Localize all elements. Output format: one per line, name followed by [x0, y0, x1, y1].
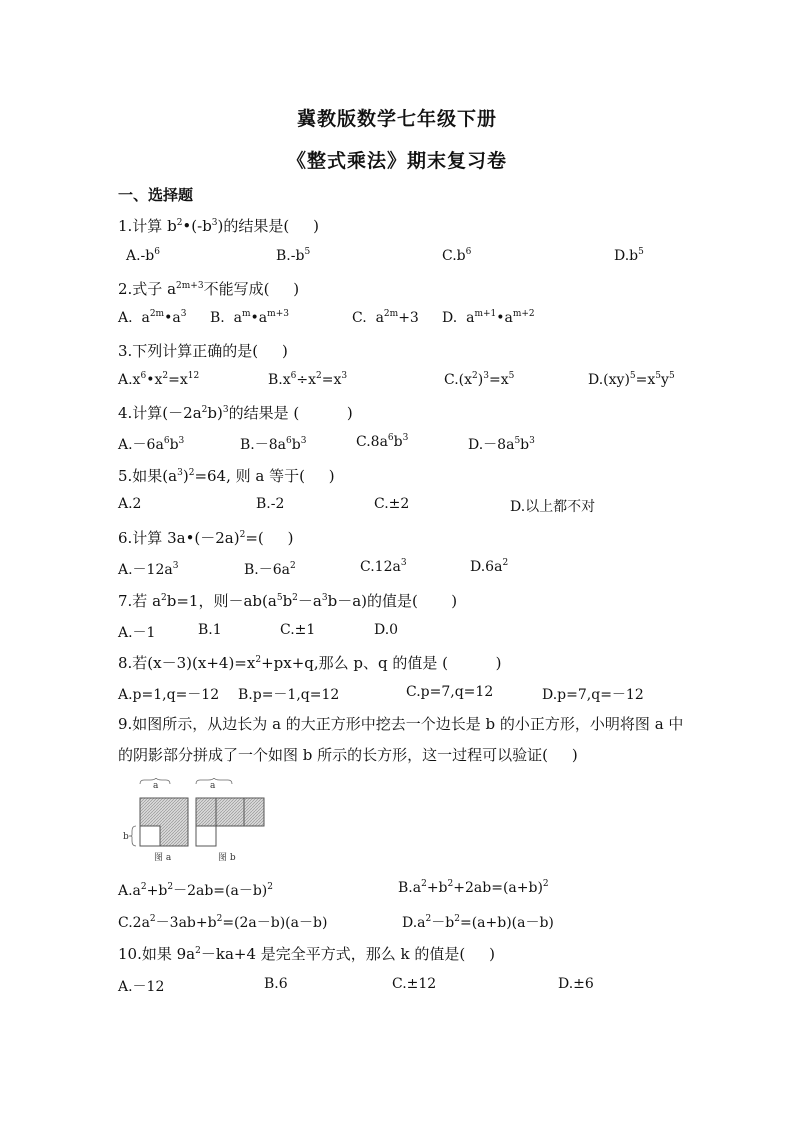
option-b: B.1: [198, 622, 222, 638]
option-a: $A.a^2+b^2-2ab=(a-b)^2$: [118, 882, 274, 899]
option-d: $D.a^2-b^2=(a+b)(a-b)$: [402, 914, 554, 931]
option-a: A.－12: [118, 979, 165, 995]
option-c: $C.2a^2-3ab+b^2=(2a-b)(a-b)$: [118, 914, 328, 931]
option-d: D.0: [374, 622, 399, 638]
caption-a: 图 a: [154, 853, 172, 863]
question-stem: 10.如果 $9a^2-ka+4$ 是完全平方式，那么 k 的值是( ): [118, 945, 495, 963]
option-a: $A.-12a^3$: [118, 561, 179, 578]
option-c: $C.(x^2)^3=x^5$: [444, 371, 515, 388]
document-subtitle: 《整式乘法》期末复习卷: [286, 150, 507, 172]
option-a: $A.-b^6$: [126, 247, 160, 264]
option-c: C.±2: [374, 496, 410, 512]
option-b: B.p=－1,q=12: [238, 687, 340, 703]
label-a-top-b: a: [210, 781, 216, 791]
caption-b: 图 b: [218, 853, 236, 863]
option-c: C.p=7,q=12: [406, 684, 494, 700]
figure-a: [123, 778, 188, 863]
question-stem: 6.计算 $3a•(-2a)^2=$( ): [118, 529, 294, 547]
option-a: $A.-6a^6b^3$: [118, 436, 185, 453]
question-stem: 7.若 $a^2b=1$，则$-ab(a^5b^2-a^3b-a)$的值是( ): [118, 592, 458, 610]
question-stem: 4.计算$(-2a^2b)^3$的结果是 ( ): [118, 404, 353, 422]
option-b: B.6: [264, 976, 288, 992]
option-d: D. $a^{m+1}•a^{m+2}$: [442, 309, 535, 326]
option-b: $B.a^2+b^2+2ab=(a+b)^2$: [398, 879, 549, 896]
question-stem: 5.如果$(a^3)^2=64$, 则 a 等于( ): [118, 467, 335, 485]
option-a: A.p=1,q=－12: [118, 687, 220, 703]
option-d: D.±6: [558, 976, 594, 992]
option-c: $C.b^6$: [442, 247, 472, 264]
option-b: $B.-6a^2$: [244, 561, 296, 578]
figure-squares: [120, 778, 270, 868]
option-d: $D.-8a^5b^3$: [468, 436, 535, 453]
option-d: $D.6a^2$: [470, 558, 509, 575]
figure-b: [196, 778, 264, 863]
option-c: C.±12: [392, 976, 437, 992]
option-c: C. $a^{2m}+3$: [352, 309, 419, 326]
question-stem: 9.如图所示，从边长为 a 的大正方形中挖去一个边长是 b 的小正方形，小明将图 a 中的阴影部分拼成了一个如图 b 所示的长方形，这一过程可以验证( ): [118, 715, 684, 764]
option-a: A.－1: [118, 625, 156, 641]
option-d: D.以上都不对: [510, 499, 596, 515]
question-stem: 1.计算 $b^2•(-b^3)$的结果是( ): [118, 217, 319, 235]
option-a: A.2: [118, 496, 142, 512]
option-b: $B.-b^5$: [276, 247, 311, 264]
option-b: B.-2: [256, 496, 285, 512]
option-b: $B.x^6\div x^2=x^3$: [268, 371, 348, 388]
section-heading: 一、选择题: [118, 186, 194, 204]
question-stem: 3.下列计算正确的是( ): [118, 342, 288, 360]
label-a-top: a: [153, 781, 159, 791]
option-b: $B.-8a^6b^3$: [240, 436, 307, 453]
option-d: $D.b^5$: [614, 247, 644, 264]
option-c: $C.8a^6b^3$: [356, 433, 409, 450]
question-stem: 2.式子 $a^{2m+3}$不能写成( ): [118, 280, 300, 298]
label-b-side: b: [123, 832, 129, 842]
option-c: C.±1: [280, 622, 316, 638]
option-d: D.p=7,q=－12: [542, 687, 644, 703]
option-a: $A.x^6•x^2=x^{12}$: [118, 371, 200, 388]
document-title: 冀教版数学七年级下册: [296, 108, 497, 130]
question-stem: 8.若$(x-3)(x+4)=x^2+px+q$,那么 p、q 的值是 ( ): [118, 654, 502, 672]
option-b: B. $a^m•a^{m+3}$: [210, 309, 289, 326]
option-a: A. $a^{2m}•a^3$: [118, 309, 187, 326]
option-c: $C.12a^3$: [360, 558, 407, 575]
option-d: $D.(xy)^5=x^5y^5$: [588, 371, 675, 388]
